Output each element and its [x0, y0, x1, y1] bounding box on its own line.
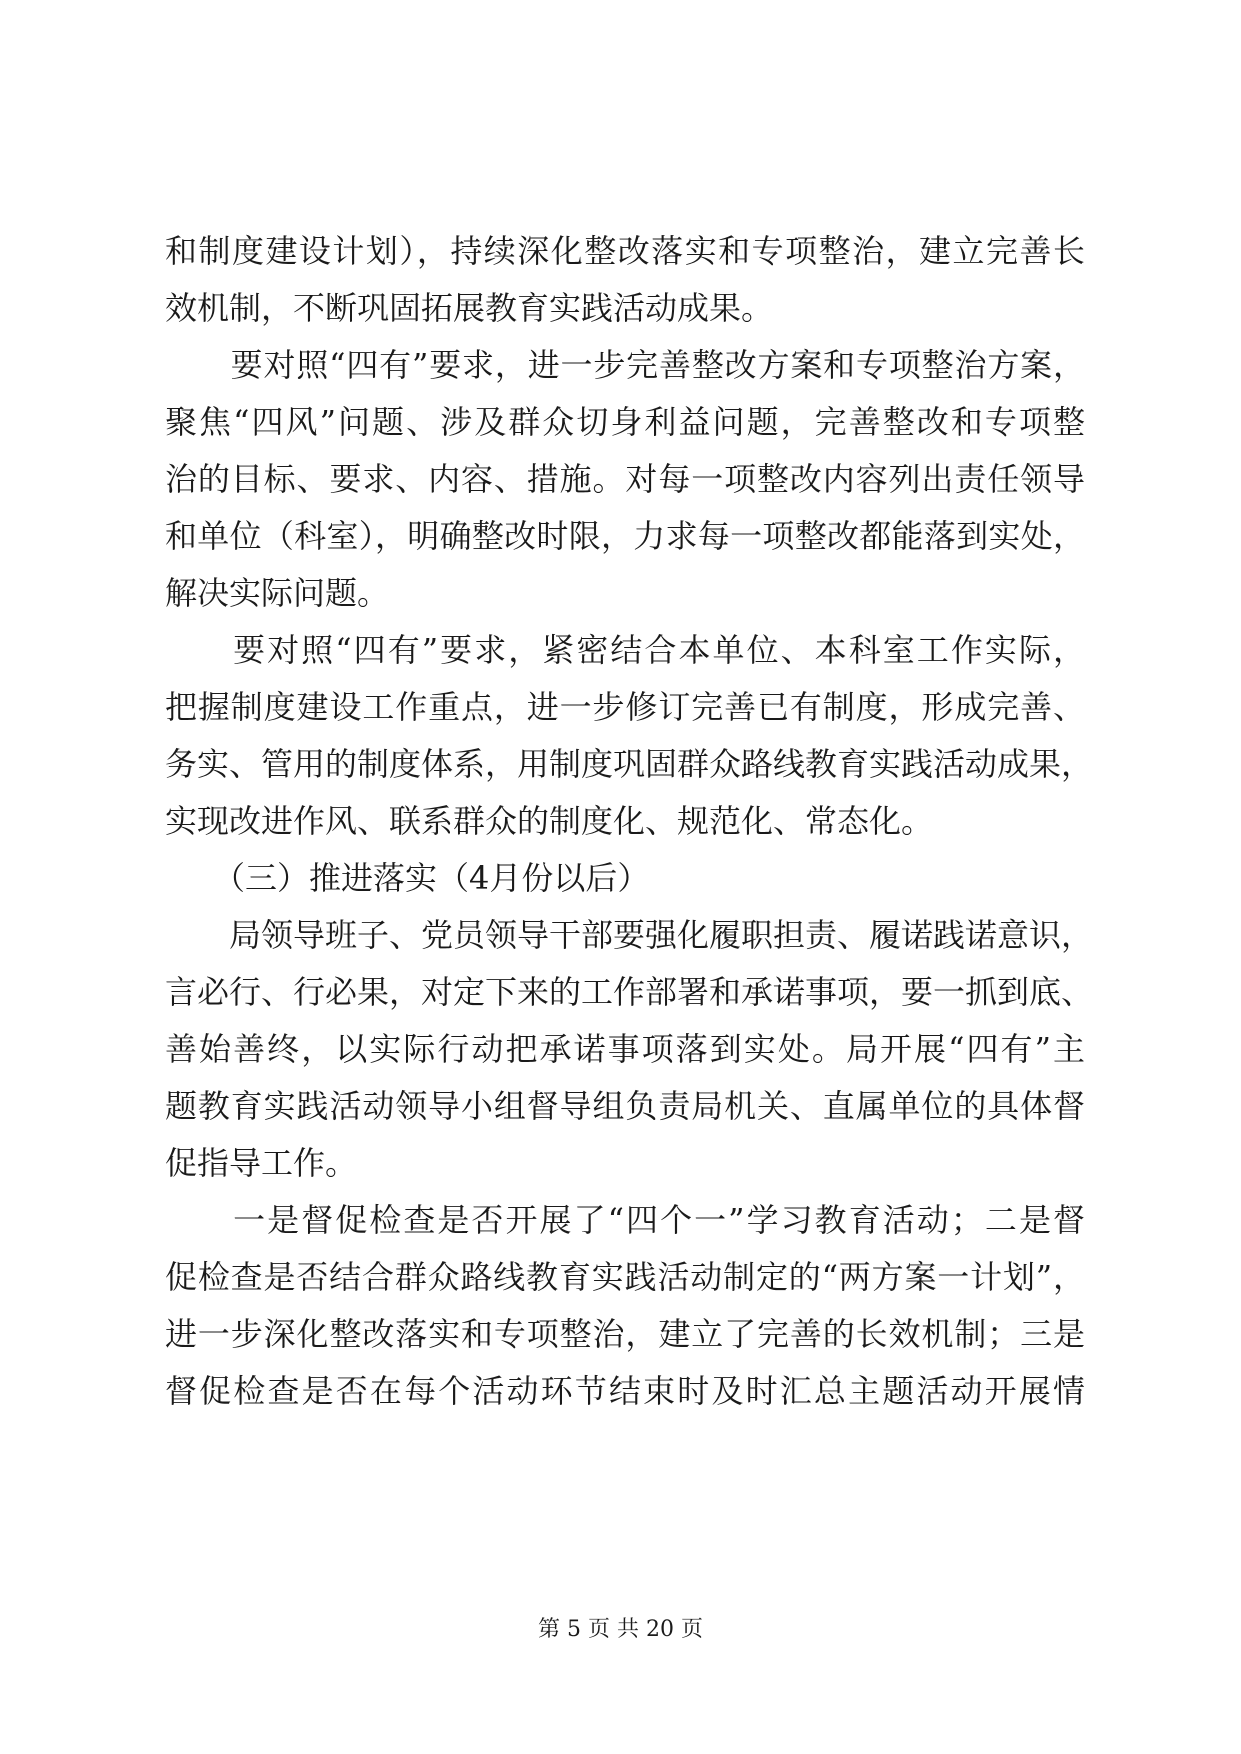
section-heading: （三）推进落实（4月份以后） [165, 859, 650, 897]
text-line: 和单位（科室），明确整改时限，力求每一项整改都能落到实处， [165, 517, 1085, 555]
text-line: 务实、管用的制度体系，用制度巩固群众路线教育实践活动成果， [165, 745, 1094, 783]
text-line: 题教育实践活动领导小组督导组负责局机关、直属单位的具体督 [165, 1087, 1085, 1125]
text-line: 善始善终，以实际行动把承诺事项落到实处。局开展“四有”主 [165, 1030, 1085, 1068]
text-line: 一是督促检查是否开展了“四个一”学习教育活动；二是督 [165, 1201, 1085, 1239]
text-line: 促指导工作。 [165, 1144, 358, 1182]
text-line: 促检查是否结合群众路线教育实践活动制定的“两方案一计划”， [165, 1258, 1085, 1296]
text-line: 进一步深化整改落实和专项整治，建立了完善的长效机制；三是 [165, 1315, 1085, 1353]
text-line: 治的目标、要求、内容、措施。对每一项整改内容列出责任领导 [165, 460, 1085, 498]
text-line: 把握制度建设工作重点，进一步修订完善已有制度，形成完善、 [165, 688, 1085, 726]
text-line: 效机制，不断巩固拓展教育实践活动成果。 [165, 289, 774, 327]
text-line: 要对照“四有”要求，紧密结合本单位、本科室工作实际， [165, 631, 1085, 669]
text-line: 言必行、行必果，对定下来的工作部署和承诺事项，要一抓到底、 [165, 973, 1094, 1011]
text-line: 聚焦“四风”问题、涉及群众切身利益问题，完善整改和专项整 [165, 403, 1085, 441]
text-line: 和制度建设计划），持续深化整改落实和专项整治，建立完善长 [165, 232, 1085, 270]
text-line: 督促检查是否在每个活动环节结束时及时汇总主题活动开展情 [165, 1372, 1085, 1410]
text-line: 实现改进作风、联系群众的制度化、规范化、常态化。 [165, 802, 934, 840]
body-text [165, 223, 1094, 1420]
text-line: 要对照“四有”要求，进一步完善整改方案和专项整治方案， [165, 346, 1085, 384]
page-number-footer: 第 5 页 共 20 页 [538, 1617, 703, 1642]
text-line: 解决实际问题。 [165, 574, 390, 612]
text-line: 局领导班子、党员领导干部要强化履职担责、履诺践诺意识， [165, 916, 1094, 954]
